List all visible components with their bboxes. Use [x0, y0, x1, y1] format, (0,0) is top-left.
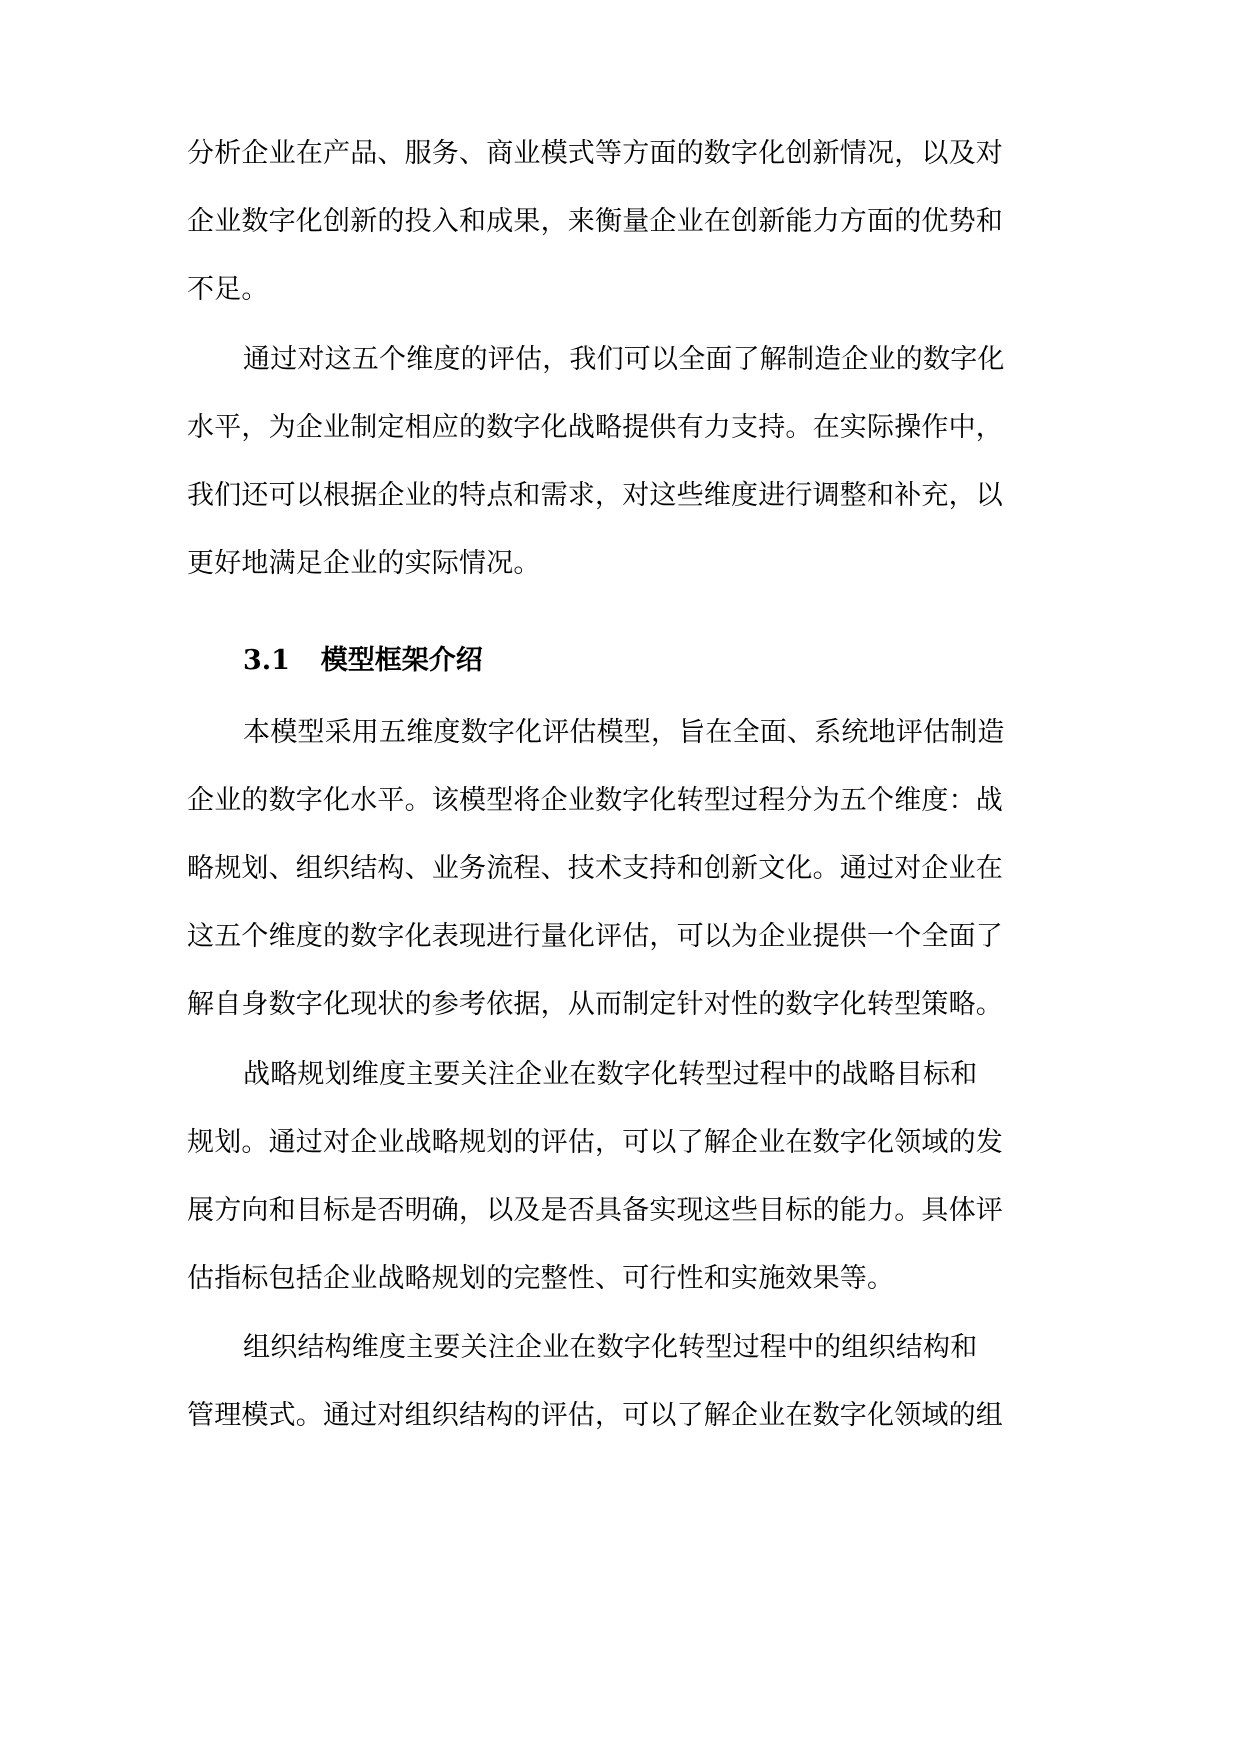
paragraph-3-line-2: 企业的数字化水平。该模型将企业数字化转型过程分为五个维度：战	[187, 785, 1003, 816]
paragraph-2-line-3: 我们还可以根据企业的特点和需求，对这些维度进行调整和补充，以	[187, 480, 1003, 511]
paragraph-1-line-2: 企业数字化创新的投入和成果，来衡量企业在创新能力方面的优势和	[187, 206, 1003, 237]
section-title: 模型框架介绍	[320, 645, 483, 676]
paragraph-4-line-2: 规划。通过对企业战略规划的评估，可以了解企业在数字化领域的发	[187, 1127, 1003, 1158]
paragraph-1-line-3: 不足。	[187, 274, 269, 305]
paragraph-3-line-4: 这五个维度的数字化表现进行量化评估，可以为企业提供一个全面了	[187, 921, 1003, 952]
section-number: 3.1	[243, 645, 290, 676]
section-heading	[243, 637, 483, 685]
paragraph-4-line-3: 展方向和目标是否明确，以及是否具备实现这些目标的能力。具体评	[187, 1195, 1003, 1226]
paragraph-2-line-4: 更好地满足企业的实际情况。	[187, 548, 541, 579]
paragraph-2-line-2: 水平，为企业制定相应的数字化战略提供有力支持。在实际操作中，	[187, 412, 1003, 443]
paragraph-2-line-1: 通过对这五个维度的评估，我们可以全面了解制造企业的数字化	[243, 344, 1005, 375]
paragraph-5-line-2: 管理模式。通过对组织结构的评估，可以了解企业在数字化领域的组	[187, 1400, 1003, 1431]
paragraph-3-line-5: 解自身数字化现状的参考依据，从而制定针对性的数字化转型策略。	[187, 989, 1003, 1020]
paragraph-4-line-1: 战略规划维度主要关注企业在数字化转型过程中的战略目标和	[243, 1059, 978, 1090]
paragraph-4-line-4: 估指标包括企业战略规划的完整性、可行性和实施效果等。	[187, 1263, 895, 1294]
paragraph-5-line-1: 组织结构维度主要关注企业在数字化转型过程中的组织结构和	[243, 1332, 978, 1363]
paragraph-3-line-1: 本模型采用五维度数字化评估模型，旨在全面、系统地评估制造	[243, 717, 1005, 748]
paragraph-3-line-3: 略规划、组织结构、业务流程、技术支持和创新文化。通过对企业在	[187, 853, 1003, 884]
paragraph-1-line-1: 分析企业在产品、服务、商业模式等方面的数字化创新情况，以及对	[187, 138, 1003, 169]
